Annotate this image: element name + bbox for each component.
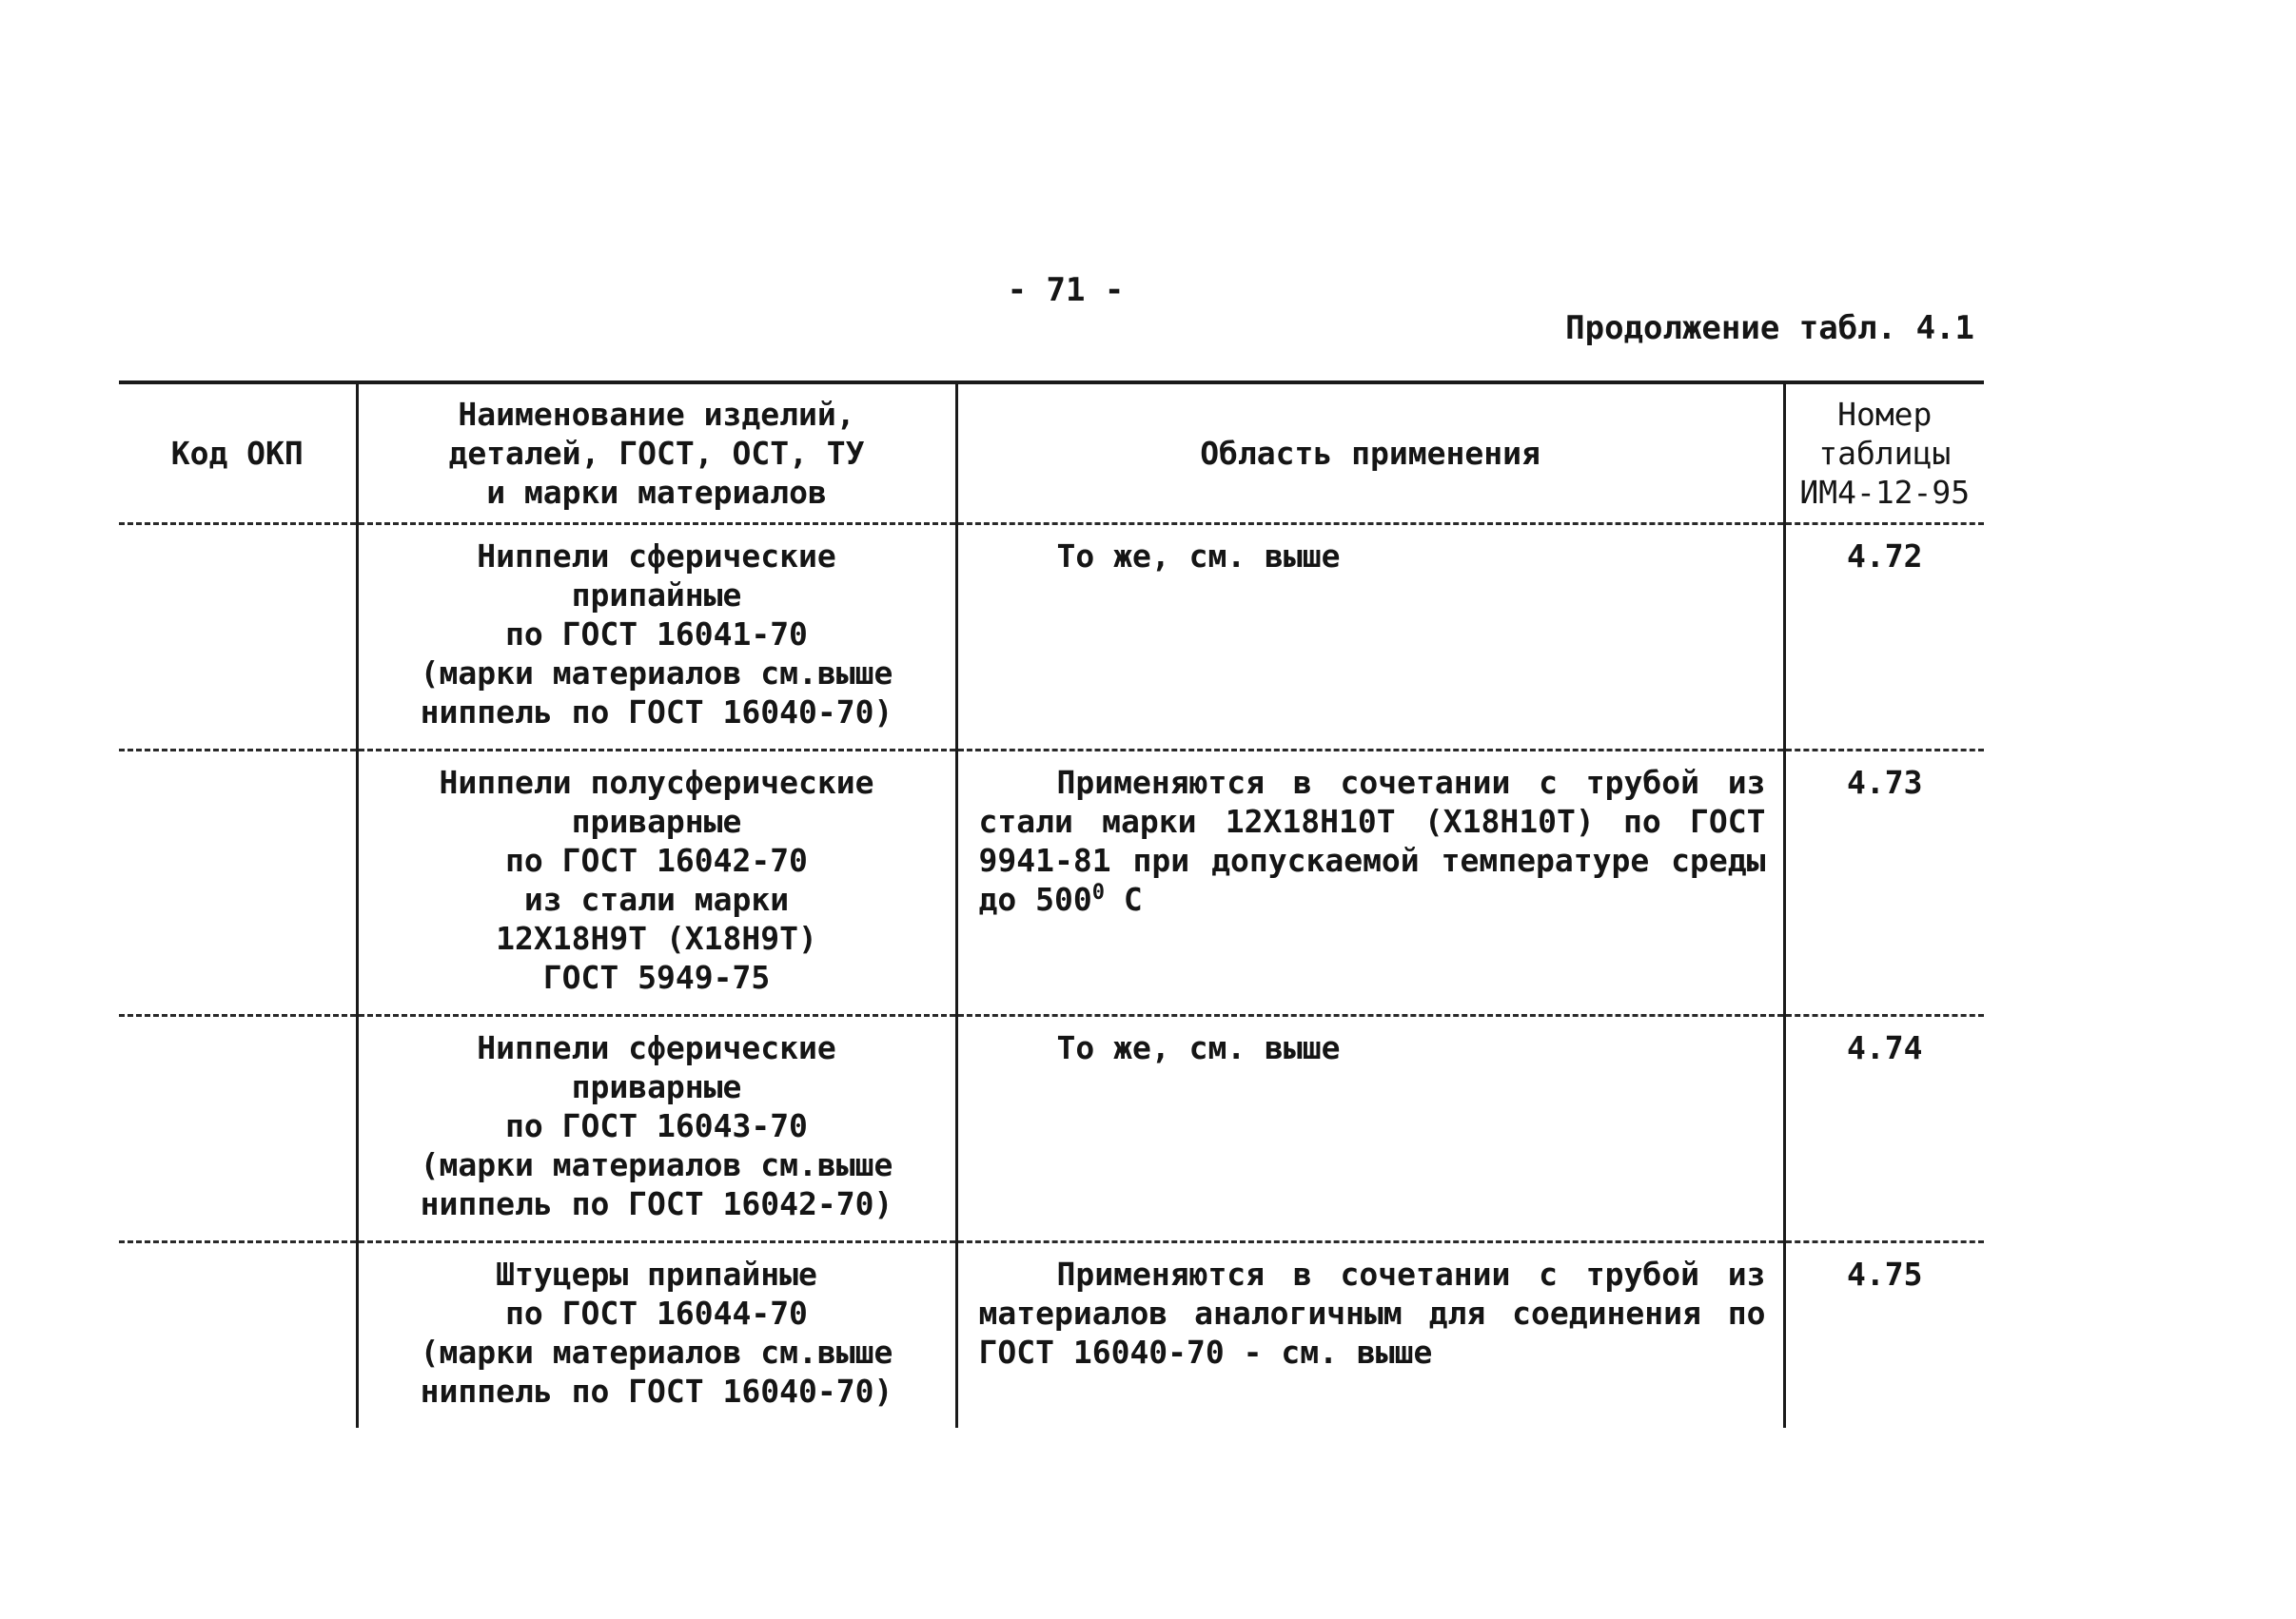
cell-area	[956, 751, 1784, 1016]
table-container	[119, 380, 1984, 1428]
header-name	[357, 382, 956, 524]
cell-code	[119, 1016, 357, 1242]
name-line: приварные	[571, 1068, 742, 1105]
header-table-number-line: таблицы	[1818, 435, 1952, 472]
cell-area	[956, 1242, 1784, 1429]
name-line: по ГОСТ 16043-70	[505, 1107, 808, 1144]
header-name-line: деталей, ГОСТ, ОСТ, ТУ	[448, 435, 865, 472]
table-row	[119, 524, 1984, 751]
area-text: То же, см. выше	[1056, 1029, 1341, 1066]
cell-code	[119, 751, 357, 1016]
header-code: Код ОКП	[119, 382, 357, 524]
header-name-line: и марки материалов	[486, 474, 827, 511]
name-line: (марки материалов см.выше	[420, 654, 893, 692]
name-line: 12Х18Н9Т (Х18Н9Т)	[496, 920, 817, 957]
table-continuation-caption: Продолжение табл. 4.1	[1565, 309, 1974, 347]
cell-name	[357, 524, 956, 751]
name-line: из стали марки	[523, 881, 790, 918]
name-line: приварные	[571, 803, 742, 840]
cell-name	[357, 751, 956, 1016]
area-text-tail: С	[1104, 881, 1143, 918]
name-line: Ниппели сферические	[477, 537, 836, 575]
cell-code	[119, 524, 357, 751]
name-line: Штуцеры припайные	[496, 1256, 817, 1293]
name-line: по ГОСТ 16041-70	[505, 615, 808, 653]
name-line: по ГОСТ 16044-70	[505, 1295, 808, 1332]
components-table	[119, 380, 1984, 1428]
table-row	[119, 1242, 1984, 1429]
table-row	[119, 751, 1984, 1016]
cell-code	[119, 1242, 357, 1429]
name-line: (марки материалов см.выше	[420, 1146, 893, 1183]
name-line: (марки материалов см.выше	[420, 1334, 893, 1371]
name-line: ГОСТ 5949-75	[542, 959, 771, 996]
cell-name	[357, 1242, 956, 1429]
cell-area	[956, 1016, 1784, 1242]
header-area: Область применения	[956, 382, 1784, 524]
table-header-row	[119, 382, 1984, 524]
header-table-number-line: ИМ4-12-95	[1799, 474, 1971, 511]
area-text: То же, см. выше	[1056, 537, 1341, 575]
cell-table-number: 4.74	[1784, 1016, 1984, 1242]
name-line: по ГОСТ 16042-70	[505, 842, 808, 879]
name-line: ниппель по ГОСТ 16042-70)	[420, 1185, 893, 1222]
cell-table-number: 4.75	[1784, 1242, 1984, 1429]
table-row	[119, 1016, 1984, 1242]
area-text: Применяются в сочетании с трубой из материалов аналогичным для соединения по ГОСТ 16040-70 - см. выше	[978, 1256, 1766, 1371]
header-name-line: Наименование изделий,	[458, 396, 855, 433]
cell-name	[357, 1016, 956, 1242]
name-line: припайные	[571, 576, 742, 614]
area-text: Применяются в сочетании с трубой из стали марки 12Х18Н10Т (Х18Н10Т) по ГОСТ 9941-81 при допускаемой температуре среды до 500	[978, 764, 1766, 918]
name-line: Ниппели полусферические	[439, 764, 874, 801]
header-table-number	[1784, 382, 1984, 524]
page-number: - 71 -	[1007, 271, 1125, 309]
cell-area	[956, 524, 1784, 751]
name-line: Ниппели сферические	[477, 1029, 836, 1066]
area-superscript: 0	[1091, 881, 1105, 905]
cell-table-number: 4.73	[1784, 751, 1984, 1016]
header-table-number-line: Номер	[1837, 396, 1933, 433]
name-line: ниппель по ГОСТ 16040-70)	[420, 1373, 893, 1410]
cell-table-number: 4.72	[1784, 524, 1984, 751]
name-line: ниппель по ГОСТ 16040-70)	[420, 693, 893, 731]
